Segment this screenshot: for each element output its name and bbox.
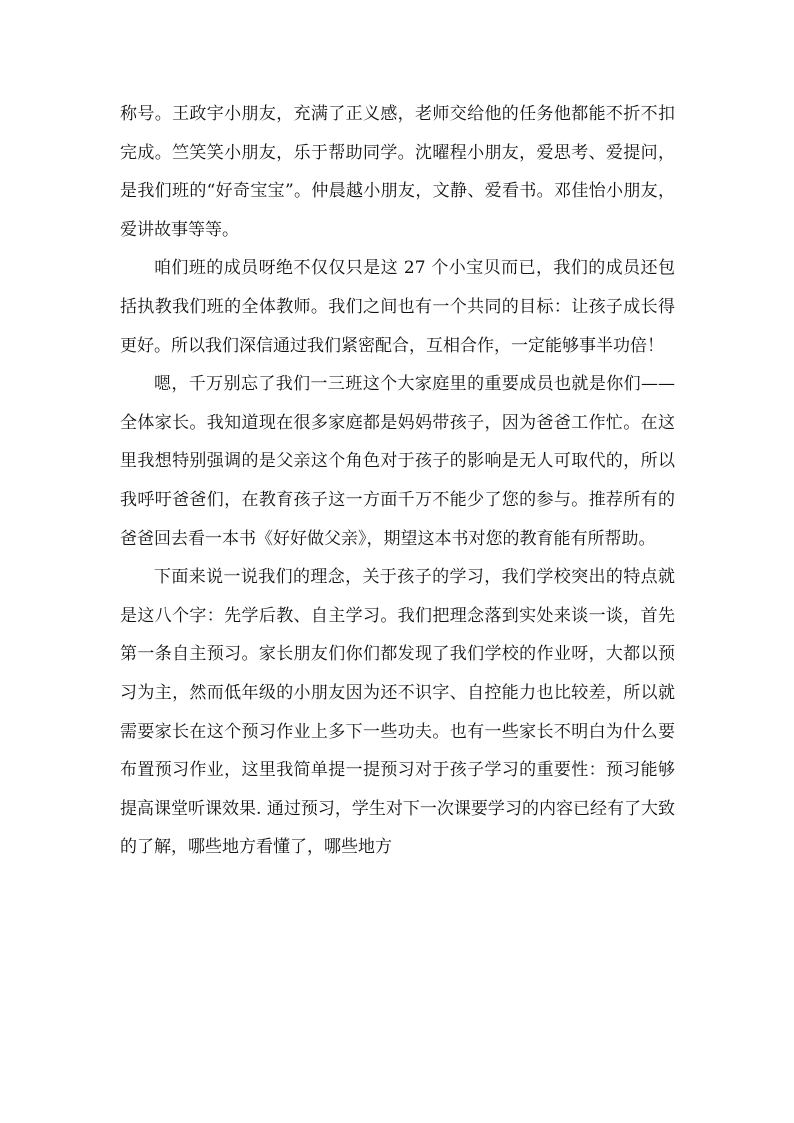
paragraph-1: 称号。王政宇小朋友，充满了正义感，老师交给他的任务他都能不折不扣完成。竺笑笑小朋友，乐于帮助同学。沈曜程小朋友，爱思考、爱提问，是我们班的“好奇宝宝”。仲晨越小朋友，文静、爱看书。邓佳怡小朋友，爱讲故事等等。 bbox=[120, 104, 675, 240]
document-body bbox=[120, 95, 675, 867]
paragraph-3: 嗯，千万别忘了我们一三班这个大家庭里的重要成员也就是你们——全体家长。我知道现在很多家庭都是妈妈带孩子，因为爸爸工作忙。在这里我想特别强调的是父亲这个角色对于孩子的影响是无人可取代的，所以我呼吁爸爸们，在教育孩子这一方面千万不能少了您的参与。推荐所有的爸爸回去看一本书《好好做父亲》，期望这本书对您的教育能有所帮助。 bbox=[120, 374, 675, 549]
paragraph-2: 咱们班的成员呀绝不仅仅只是这 27 个小宝贝而已，我们的成员还包括执教我们班的全体教师。我们之间也有一个共同的目标：让孩子成长得更好。所以我们深信通过我们紧密配合，互相合作，一定能够事半功倍！ bbox=[120, 258, 675, 356]
paragraph-4: 下面来说一说我们的理念，关于孩子的学习，我们学校突出的特点就是这八个字：先学后教、自主学习。我们把理念落到实处来谈一谈，首先第一条自主预习。家长朋友们你们都发现了我们学校的作业呀，大都以预习为主，然而低年级的小朋友因为还不识字、自控能力也比较差，所以就需要家长在这个预习作业上多下一些功夫。也有一些家长不明白为什么要布置预习作业，这里我简单提一提预习对于孩子学习的重要性：预习能够提高课堂听课效果. 通过预习，学生对下一次课要学习的内容已经有了大致的了解，哪些地方看懂了，哪些地方 bbox=[120, 567, 675, 858]
